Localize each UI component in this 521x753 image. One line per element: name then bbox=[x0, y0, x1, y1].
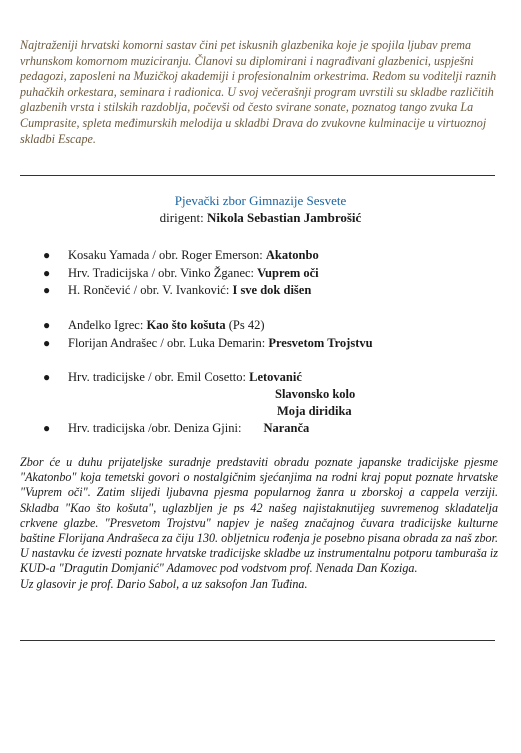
program-title: Presvetom Trojstvu bbox=[268, 336, 373, 350]
program-note: (Ps 42) bbox=[228, 318, 265, 332]
bullet-icon: ● bbox=[43, 266, 51, 280]
top-divider bbox=[20, 175, 495, 176]
program-title: Vuprem oči bbox=[257, 266, 319, 280]
program-title-extra: Moja diridika bbox=[277, 404, 352, 418]
closing-text: Zbor će u duhu prijateljske suradnje predstaviti obradu poznate japanske tradicijske pjesme "Akatonbo" koja temetski govori o nostalgičnim sjećanjima na rodni kraj poput poznate hrvatske "Vuprem oči". Zatim slijedi ljubavna pjesma popularnog žanra u zborskoj a cappela verziji. Skladba "Kao što košuta", uglazbljen je ps 42 našeg najistaknutijeg suvremenog skladatelja crkvene glazbe. "Presvetom Trojstvu" napjev je našeg značajnog čuvara tradicijske kulturne baštine Florijana Andrašeca za čiju 130. obljetnicu rođenja je posebno pisana obrada za naš zbor. U nastavku će izvesti poznate hrvatske tradicijske skladbe uz instrumentalnu potporu tamburaša iz KUD-a "Dragutin Domjanić" Adamovec pod vodstvom prof. Nenada Dan Koziga. bbox=[20, 455, 498, 576]
closing-last-line: Uz glasovir je prof. Dario Sabol, a uz saksofon Jan Tuđina. bbox=[20, 576, 308, 591]
conductor-label: dirigent: bbox=[159, 210, 204, 225]
program-credit: Hrv. Tradicijska / obr. Vinko Žganec: Vuprem oči bbox=[68, 266, 319, 280]
program-credit: H. Rončević / obr. V. Ivanković: I sve dok dišen bbox=[68, 283, 312, 297]
ensemble-name: Pjevački zbor Gimnazije Sesvete bbox=[174, 193, 347, 208]
bullet-icon: ● bbox=[43, 336, 51, 350]
conductor-name: Nikola Sebastian Jambrošić bbox=[206, 210, 362, 225]
program-credit: Hrv. tradicijske / obr. Emil Cosetto: Letovanić bbox=[68, 370, 302, 384]
program-title: Akatonbo bbox=[265, 248, 319, 262]
program-title: I sve dok dišen bbox=[232, 283, 312, 297]
intro-paragraph: Najtraženiji hrvatski komorni sastav čini pet iskusnih glazbenika koje je spojila ljubav prema vrhunskom komornom muziciranju. Članovi su diplomirani i nagrađivani glazbenici, uspješni pedagozi, zaposleni na Muzičkoj akademiji i profesionalnim orkestrima. Redom su voditelji raznih puhačkih orkestara, seminara i radionica. U svoj večerašnji program uvrstili su skladbe različitih glazbenih vrsta i stilskih razdoblja, počevši od često svirane sonate, poznatog tango zvuka La Cumprasite, spleta međimurskih melodija u skladbi Drava do zvukovne kulminacije u virtuoznoj skladbi Escape. bbox=[20, 38, 497, 146]
bullet-icon: ● bbox=[43, 318, 51, 332]
program-title: Naranča bbox=[263, 421, 310, 435]
bullet-icon: ● bbox=[43, 370, 51, 384]
bullet-icon: ● bbox=[43, 248, 51, 262]
closing-paragraph bbox=[20, 455, 498, 592]
program-credit: Florijan Andrašec / obr. Luka Demarin: Presvetom Trojstvu bbox=[68, 336, 373, 350]
program-title: Kao što košuta bbox=[146, 318, 226, 332]
bottom-divider bbox=[20, 640, 495, 641]
bullet-icon: ● bbox=[43, 283, 51, 297]
program-title: Letovanić bbox=[249, 370, 302, 384]
program-credit: Anđelko Igrec: Kao što košuta (Ps 42) bbox=[68, 318, 265, 332]
bullet-icon: ● bbox=[43, 421, 51, 435]
program-credit: Kosaku Yamada / obr. Roger Emerson: Akatonbo bbox=[68, 248, 319, 262]
program-title-extra: Slavonsko kolo bbox=[275, 387, 356, 401]
program-credit: Hrv. tradicijska /obr. Deniza Gjini: Naranča bbox=[68, 421, 310, 435]
conductor-line bbox=[0, 210, 521, 226]
